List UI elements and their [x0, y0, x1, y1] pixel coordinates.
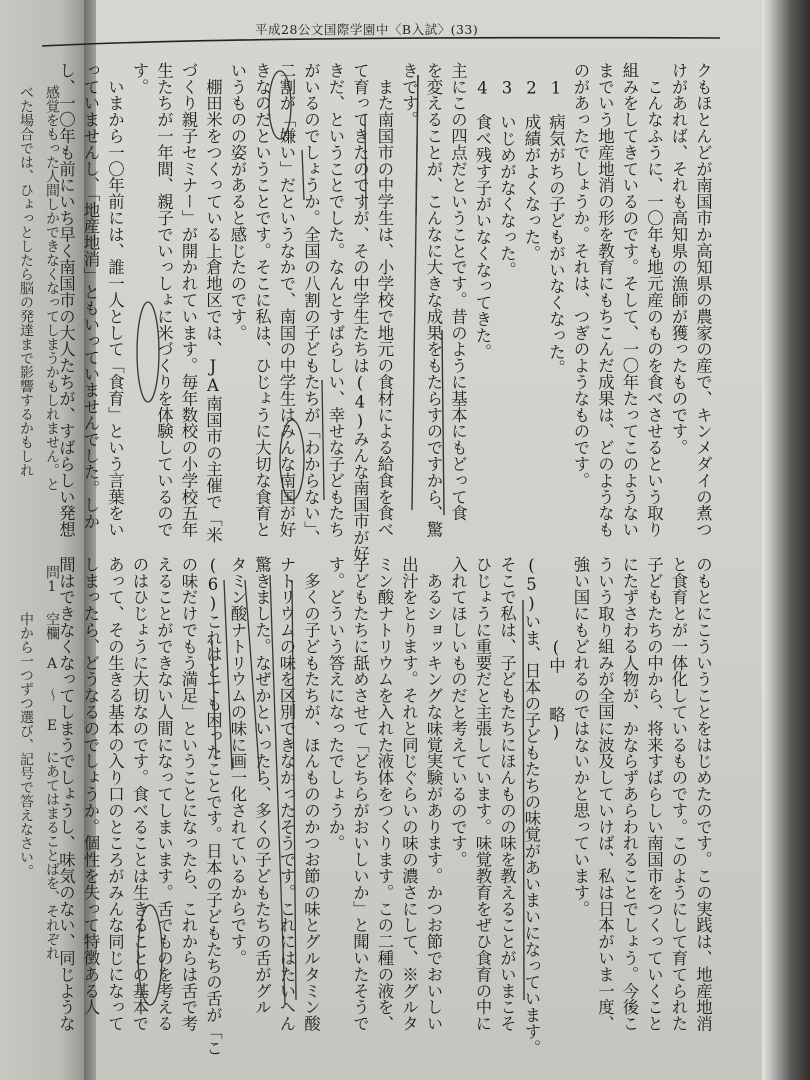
left-page-column: 感覚をもった人間しかできなくなってしまうかもしれません。と — [44, 85, 60, 491]
text-column: 子どもたちに舐めさせて「どちらがおいしいか」と聞いたそうで — [350, 556, 370, 1032]
question-text: 中から一つずつ選び、記号で答えなさい。 — [18, 612, 34, 878]
text-column: 3 いじめがなくなった。 — [497, 62, 517, 278]
text-column: えることができない人間になってしまいます。舌でものを考える — [154, 556, 174, 1032]
text-column: のがあったでしょうか。それは、つぎのようなものです。 — [570, 62, 590, 489]
text-column: て育ってきたのですが、その中学生たちは(4)みんな南国市が好 — [350, 62, 370, 562]
text-column: こんなふうに、一〇年も地元産のものを食べさせるという取り — [644, 62, 664, 538]
text-column: までいう地産地消の形を教育にもちこんだ成果は、どのようなも — [595, 62, 615, 538]
text-column: ミン酸ナトリウムを入れた液体をつくります。この二種の液を、 — [374, 556, 394, 1032]
text-column: (中 略) — [546, 556, 566, 742]
text-column: 1 病気がちの子どもがいなくなった。 — [546, 62, 566, 377]
text-column: (5)いま、日本の子どもたちの味覚があいまいになっています。 — [521, 556, 541, 1056]
text-column: いうものの姿があると感じたのです。 — [227, 62, 247, 341]
text-column: (6)これはとても困ったことです。日本の子どもたちの舌が「こ — [203, 556, 223, 1056]
text-column: 二割が「嫌い」だというなかで、南国の中学生はみんな南国が好 — [276, 62, 296, 538]
text-column: 組みをしてきているのです。そして、一〇年たってこのようない — [619, 62, 639, 538]
text-column: また南国市の中学生は、小学校で地元の食材による給食を食べ — [374, 62, 394, 538]
text-column: きだ、ということでした。なんとすばらしい、幸せな子どもたち — [325, 62, 345, 538]
text-column: クもほとんどが南国市か高知県の農家の産で、キンメダイの煮つ — [693, 62, 713, 538]
text-column: と食育とが一体化しているものです。このようにして育てられた — [668, 556, 688, 1032]
text-column: ナトリウムの味を区別できなかったそうです。これにはたいへん — [276, 556, 296, 1032]
text-column: を変えることが、こんなに大きな成果をもたらすのですから、驚 — [423, 62, 443, 538]
header-rule — [40, 30, 730, 50]
page-header: 平成28公文国際学園中〈B入試〉(33) — [255, 22, 479, 37]
text-column: けがあれば、それも高知県の漁師が獲ったものです。 — [668, 62, 688, 456]
text-column: の味だけでもう満足」ということになったら、これからは舌で考 — [178, 556, 198, 1032]
text-column: にたずさわる人物が、かならずあらわれることでしょう。今後こ — [619, 556, 639, 1032]
left-page-column: べた場合では、ひょっとしたら脳の発達まで影響するかもしれ — [18, 85, 34, 477]
text-column: そこで私は、子どもたちにほんものの味を教えることがいまこそ — [497, 556, 517, 1032]
question-label: 問1 — [44, 565, 60, 595]
upper-text-block — [0, 62, 810, 562]
text-column: 多くの子どもたちが、ほんもののかつお節の味とグルタミン酸 — [301, 556, 321, 1032]
text-column: きなのだということです。そこに私は、ひじょうに大切な食育と — [252, 62, 272, 538]
text-column: タミン酸ナトリウムの味に画一化されているからです。 — [227, 556, 247, 966]
text-column: 出汁をとります。それと同じぐらいの味の濃さにして、※グルタ — [399, 556, 419, 1032]
text-column: っていませんし、「地産地消」ともいっていませんでした。しか — [80, 62, 100, 530]
lower-text-block — [0, 556, 810, 1056]
text-column: いまから一〇年前には、誰一人として「食育」という言葉をい — [105, 62, 125, 538]
text-column: 生たちが一年間、親子でいっしょに米づくりを体験しているので — [154, 62, 174, 538]
text-column: づくり親子セミナー」が開かれています。毎年数校の小学校五年 — [178, 62, 198, 538]
text-column: あるショッキングな味覚実験があります。かつお節でおいしい — [423, 556, 443, 1032]
text-column: あって、その生きる基本の入り口のところがみんな同じになって — [105, 556, 125, 1032]
text-column: す。 — [129, 62, 149, 95]
text-column: しまったら、どうなるのでしょうか。個性を失って特徴ある人 — [80, 556, 100, 1016]
text-column: 驚きました。なぜかといったら、多くの子どもたちの舌がグル — [252, 556, 272, 1016]
text-column: ういう取り組みが全国に波及していけば、私は日本がいま一度、 — [595, 556, 615, 1032]
question-text: 空欄 A ～ E にあてはまることばを、それぞれ — [44, 612, 60, 960]
text-column: 主にこの四点だということです。昔のように基本にもどって食 — [448, 62, 468, 522]
text-column: 間はできなくなってしまうでしょうし、味気のない、同じような — [56, 556, 76, 1032]
text-column: 強い国にもどれるのではないかと思っています。 — [570, 556, 590, 917]
text-column: 2 成績がよくなった。 — [521, 62, 541, 262]
text-column: 入れてほしいものだと考えているのです。 — [448, 556, 468, 868]
text-column: 棚田米をつくっている上倉地区では、JA南国市の主催で「米 — [203, 62, 223, 543]
text-column: のもとにこういうことをはじめたのです。この実践は、地産地消 — [693, 556, 713, 1032]
text-column: きです。 — [399, 62, 419, 128]
text-column: のはひじょうに大切なのです。食べることは生きることの基本で — [129, 556, 149, 1032]
text-column: がいるのでしょうか。全国の八割の子どもたちが「わからない」、 — [301, 62, 321, 546]
text-column: 4 食べ残す子がいなくなってきた。 — [472, 62, 492, 360]
text-column: す。どういう答えになったでしょうか。 — [325, 556, 345, 852]
text-column: し、一〇年も前にいち早く南国市の大人たちが、すばらしい発想 — [56, 62, 76, 538]
text-column: 子どもたちの中から、将来すばらしい南国市をつくっていくこと — [644, 556, 664, 1032]
text-column: ひじょうに重要だと主張しています。味覚教育をぜひ食育の中に — [472, 556, 492, 1032]
